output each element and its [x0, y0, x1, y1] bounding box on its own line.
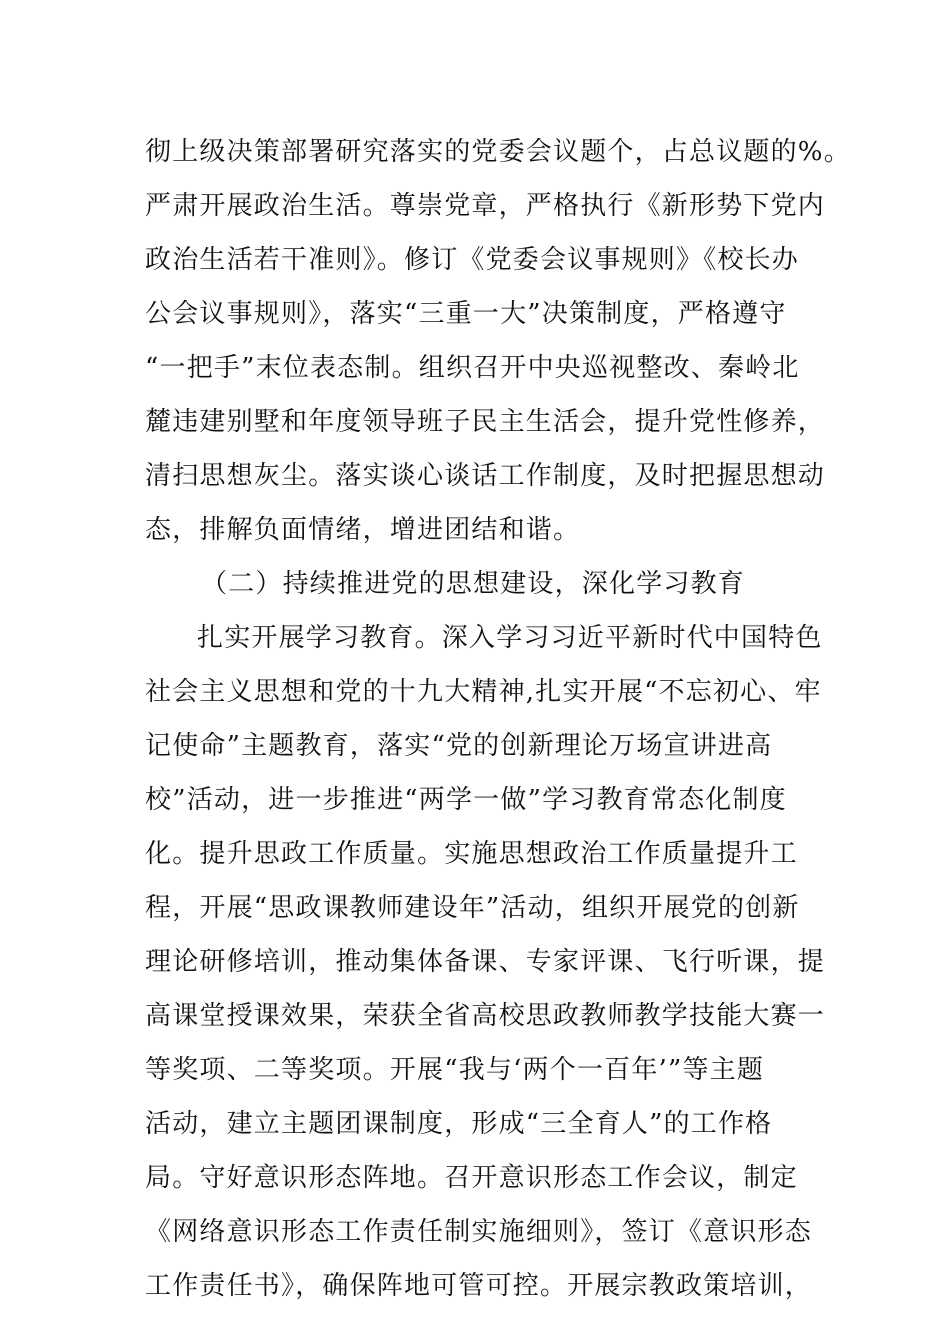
section-heading: （二）持续推进党的思想建设，深化学习教育 [201, 569, 746, 599]
paragraph-line: 工作责任书》，确保阵地可管可控。开展宗教政策培训， [145, 1271, 813, 1301]
paragraph-line: 《网络意识形态工作责任制实施细则》，签订《意识形态 [145, 1217, 813, 1247]
paragraph-line: 局。守好意识形态阵地。召开意识形态工作会议，制定 [145, 1163, 798, 1193]
paragraph-line: 扎实开展学习教育。深入学习习近平新时代中国特色 [197, 623, 823, 653]
paragraph-line: 高课堂授课效果，荣获全省高校思政教师教学技能大赛一 [145, 1001, 826, 1031]
paragraph-line: 化。提升思政工作质量。实施思想政治工作质量提升工 [145, 839, 798, 869]
paragraph-line: 理论研修培训，推动集体备课、专家评课、飞行听课，提 [145, 947, 826, 977]
paragraph-line: 活动，建立主题团课制度，形成“三全育人”的工作格 [145, 1109, 773, 1139]
paragraph-line: 记使命”主题教育，落实“党的创新理论万场宣讲进高 [145, 731, 773, 761]
paragraph-line: 清扫思想灰尘。落实谈心谈话工作制度，及时把握思想动 [145, 461, 826, 491]
paragraph-line: 彻上级决策部署研究落实的党委会议题个，占总议题的%。 [145, 137, 851, 167]
paragraph-line: 社会主义思想和党的十九大精神,扎实开展“不忘初心、牢 [145, 677, 822, 707]
document-body [145, 132, 851, 1320]
paragraph-line: 公会议事规则》，落实“三重一大”决策制度，严格遵守 [145, 299, 787, 329]
paragraph-line: 程，开展“思政课教师建设年”活动，组织开展党的创新 [145, 893, 800, 923]
paragraph-line: 政治生活若干准则》。修订《党委会议事规则》《校长办 [145, 245, 800, 275]
paragraph-line: 校”活动，进一步推进“两学一做”学习教育常态化制度 [145, 785, 787, 815]
paragraph-line: 等奖项、二等奖项。开展“我与‘两个一百年’”等主题 [145, 1055, 765, 1085]
paragraph-line: “一把手”末位表态制。组织召开中央巡视整改、秦岭北 [145, 353, 800, 383]
paragraph-line: 严肃开展政治生活。尊崇党章，严格执行《新形势下党内 [145, 191, 826, 221]
paragraph-line: 麓违建别墅和年度领导班子民主生活会，提升党性修养， [145, 407, 826, 437]
paragraph-line: 态，排解负面情绪，增进团结和谐。 [145, 515, 581, 545]
